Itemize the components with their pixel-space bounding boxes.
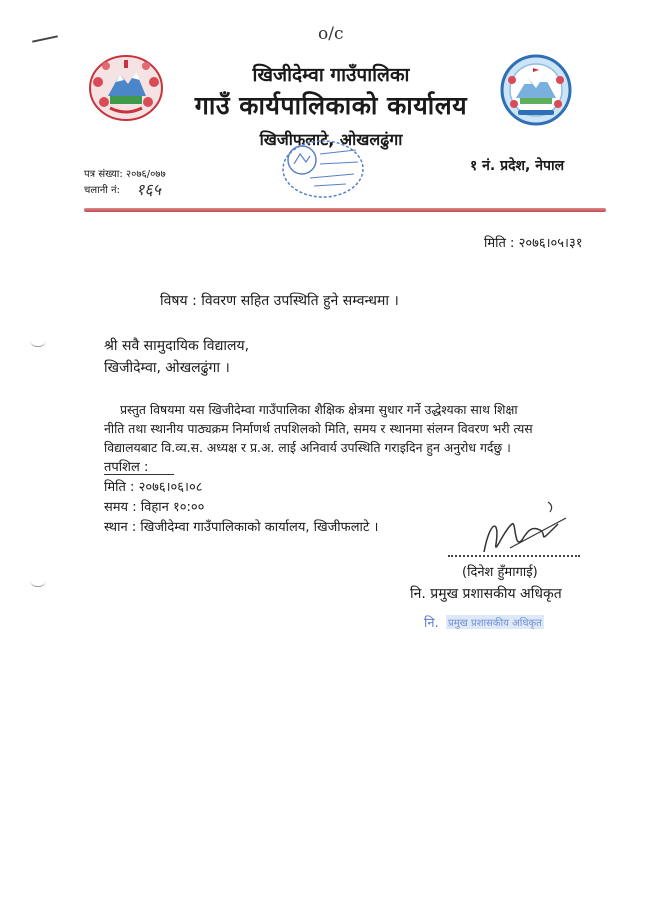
province-label: १ नं. प्रदेश, नेपाल <box>470 158 565 174</box>
title-stamp: प्रमुख प्रशासकीय अधिकृत <box>446 615 544 629</box>
dispatch-label: चलानी नं: <box>84 185 120 196</box>
signature-line <box>448 555 580 557</box>
recipient-line2: खिजीदेम्वा, ओखलढुंगा । <box>104 360 230 376</box>
office-stamp <box>280 138 366 200</box>
schedule-place: स्थान : खिजीदेम्वा गाउँपालिकाको कार्यालय, खिजीफलाटे । <box>104 520 379 535</box>
office-address: खिजीफलाटे, ओखलढुंगा <box>259 130 403 149</box>
handwritten-note: o/c <box>318 24 344 44</box>
signatory-title: नि. प्रमुख प्रशासकीय अधिकृत <box>410 586 562 602</box>
punch-mark <box>30 580 46 587</box>
schedule-date: मिति : २०७६।०६।०८ <box>104 480 203 495</box>
punch-mark <box>30 340 46 347</box>
signatory-name: (दिनेश हुँमागाई) <box>462 565 538 580</box>
municipality-logo <box>498 54 574 126</box>
pen-mark <box>32 35 58 42</box>
header-divider <box>84 208 606 212</box>
reference-number: पत्र संख्या: २०७६/०७७ <box>84 169 166 180</box>
body-line1: प्रस्तुत विषयमा यस खिजीदेम्वा गाउँपालिका शैक्षिक क्षेत्रमा सुधार गर्ने उद्धेश्यका साथ शिक्षा <box>120 402 518 417</box>
recipient-line1: श्री सवै सामुदायिक विद्यालय, <box>104 338 250 354</box>
body-line2: नीति तथा स्थानीय पाठ्यक्रम निर्माणर्थ तपशिलको मिति, समय र स्थानमा संलग्न विवरण भरी त्यस <box>104 421 533 436</box>
dispatch-number: १६५ <box>136 180 161 199</box>
handwritten-signature <box>470 500 580 570</box>
stamp-prefix: नि. <box>424 616 439 631</box>
office-name-line1: खिजीदेम्वा गाउँपालिका <box>252 64 410 86</box>
letter-subject: विषय : विवरण सहित उपस्थिति हुने सम्वन्धमा । <box>160 293 399 309</box>
schedule-heading-underline <box>104 474 174 475</box>
schedule-time: समय : विहान १०:०० <box>104 500 205 515</box>
letter-date: मिति : २०७६।०५।३१ <box>484 236 583 251</box>
office-name-line2: गाउँ कार्यपालिकाको कार्यालय <box>194 91 468 120</box>
body-line3: विद्यालयबाट वि.व्य.स. अध्यक्ष र प्र.अ. लाई अनिवार्य उपस्थिति गराइदिन हुन अनुरोध गर्दछु । <box>104 440 511 455</box>
schedule-heading: तपशिल : <box>104 460 149 475</box>
